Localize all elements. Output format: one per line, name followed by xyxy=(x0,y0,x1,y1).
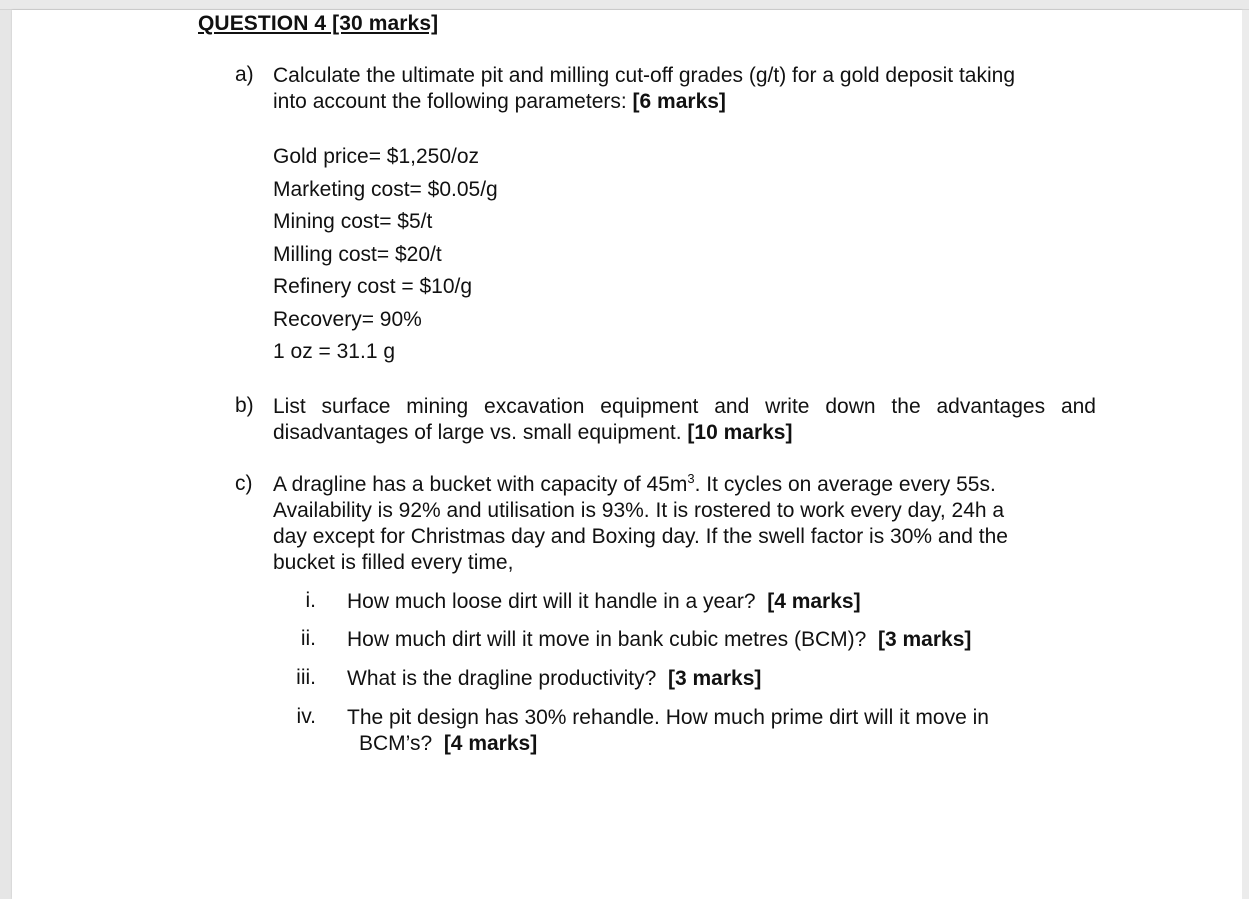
sub-iv-line-2 xyxy=(347,731,989,757)
sub-iii-label: iii. xyxy=(296,666,316,689)
param-mining-cost: Mining cost= $5/t xyxy=(273,210,433,233)
viewer-top-bar xyxy=(0,0,1249,10)
param-refinery-cost: Refinery cost = $10/g xyxy=(273,275,473,298)
sub-iv-text xyxy=(347,705,989,757)
sub-iii-question: What is the dragline productivity? xyxy=(347,667,657,690)
sub-iii-text xyxy=(347,666,761,692)
sub-i-label: i. xyxy=(305,589,316,612)
parameter-list xyxy=(273,141,498,369)
part-c-line-1-pre: A dragline has a bucket with capacity of 45m xyxy=(273,473,688,496)
part-c-line-3: day except for Christmas day and Boxing day. If the swell factor is 30% and the xyxy=(273,525,1008,548)
part-b-line-1: List surface mining excavation equipment and write down the advantages and xyxy=(273,395,1096,418)
param-recovery: Recovery= 90% xyxy=(273,307,422,331)
sub-ii-text xyxy=(347,627,971,653)
sub-iv-question-2: BCM’s? xyxy=(359,732,433,755)
part-c-line-1 xyxy=(273,472,1096,498)
sub-i-text xyxy=(347,589,861,615)
sub-iv-question: The pit design has 30% rehandle. How much prime dirt will it move in xyxy=(347,706,989,729)
part-a-line-2 xyxy=(273,89,1096,115)
viewer-right-edge xyxy=(1242,10,1249,899)
param-oz-conversion: 1 oz = 31.1 g xyxy=(273,340,396,363)
question-title: QUESTION 4 [30 marks] xyxy=(198,12,439,35)
part-c-text xyxy=(273,472,1096,576)
part-b-marks: [10 marks] xyxy=(687,421,793,444)
part-c-line-1-post: . It cycles on average every 55s. xyxy=(694,473,996,496)
param-milling-cost: Milling cost= $20/t xyxy=(273,242,442,266)
sub-ii-marks: [3 marks] xyxy=(877,628,972,651)
sub-iii-marks: [3 marks] xyxy=(668,667,762,690)
part-c-line-4: bucket is filled every time, xyxy=(273,551,514,574)
sub-i-question: How much loose dirt will it handle in a year? xyxy=(347,590,756,613)
part-b-line-2-text: disadvantages of large vs. small equipment. xyxy=(273,421,682,444)
param-marketing-cost: Marketing cost= $0.05/g xyxy=(273,177,498,201)
sub-i-marks: [4 marks] xyxy=(767,590,861,613)
part-c-line-2: Availability is 92% and utilisation is 93%. It is rostered to work every day, 24h a xyxy=(273,499,1005,522)
part-c-label: c) xyxy=(235,472,253,495)
part-a-marks: [6 marks] xyxy=(632,90,726,113)
part-b-label: b) xyxy=(235,394,254,417)
sub-iv-label: iv. xyxy=(296,705,316,728)
param-gold-price: Gold price= $1,250/oz xyxy=(273,145,480,168)
sub-ii-question: How much dirt will it move in bank cubic metres (BCM)? xyxy=(347,628,867,651)
part-a-label: a) xyxy=(235,63,254,86)
part-a-text xyxy=(273,63,1096,115)
part-b-line-2 xyxy=(273,420,1096,446)
sub-iv-marks: [4 marks] xyxy=(443,732,538,755)
part-b-text xyxy=(273,394,1096,446)
part-a-line-1: Calculate the ultimate pit and milling cut-off grades (g/t) for a gold deposit taking xyxy=(273,64,1016,87)
sub-ii-label: ii. xyxy=(300,627,316,650)
part-c-line-1-sup: 3 xyxy=(687,471,695,486)
part-a-line-2-text: into account the following parameters: xyxy=(273,90,627,113)
document-page xyxy=(12,10,1242,899)
